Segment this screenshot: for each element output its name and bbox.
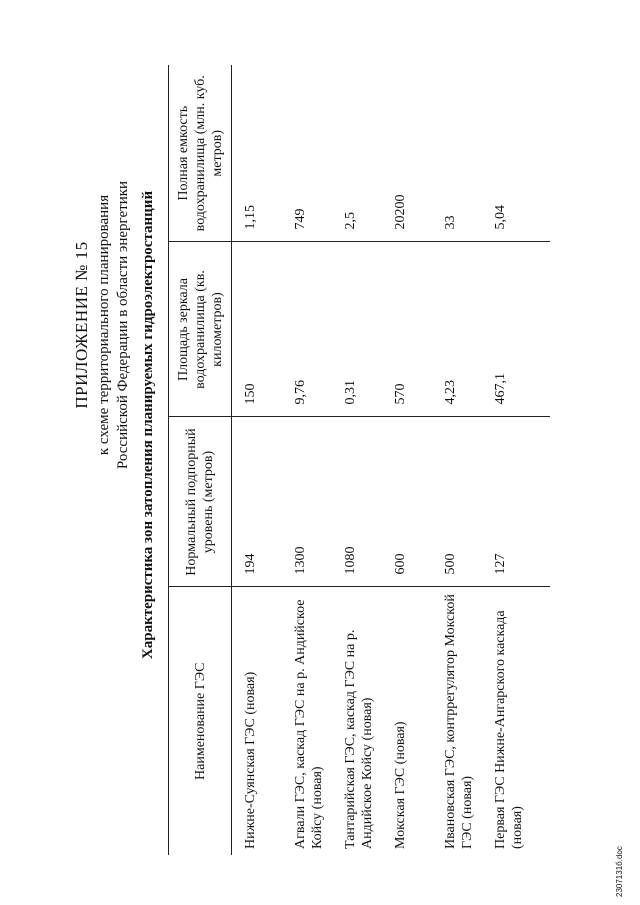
- surface-area: 570: [382, 242, 432, 417]
- table-row: [382, 65, 432, 855]
- table-body: [232, 65, 551, 855]
- surface-area: 150: [232, 242, 283, 417]
- appendix-subtitle-line1: к схеме территориального планирования: [96, 194, 112, 456]
- appendix-subtitle-line2: Российской Федерации в области энергетики: [115, 180, 131, 470]
- surface-area: 4,23: [432, 242, 482, 417]
- station-name: Нижне-Суянская ГЭС (новая): [243, 671, 258, 849]
- appendix-header: [72, 115, 133, 535]
- full-volume: 2,5: [332, 65, 382, 242]
- station-name: Тантарийская ГЭС, каскад ГЭС на р. Андийское Койсу (новая): [343, 629, 375, 849]
- normal-level: 500: [432, 417, 482, 587]
- table-row: [232, 65, 283, 855]
- station-name: Мокская ГЭС (новая): [393, 721, 408, 849]
- station-name: Первая ГЭС Нижне-Ангарского каскада (новая): [493, 610, 525, 849]
- full-volume: 749: [282, 65, 332, 242]
- full-volume: 5,04: [482, 65, 550, 242]
- full-volume: 33: [432, 65, 482, 242]
- normal-level: 1300: [282, 417, 332, 587]
- full-volume: 1,15: [232, 65, 283, 242]
- surface-area: 9,76: [282, 242, 332, 417]
- normal-level: 194: [232, 417, 283, 587]
- column-header-area: Площадь зеркала водохранилища (кв. километров): [169, 242, 232, 417]
- table-row: [482, 65, 550, 855]
- appendix-number: ПРИЛОЖЕНИЕ № 15: [72, 241, 91, 409]
- document-id: 2307131б.doc: [615, 846, 624, 897]
- table-row: [432, 65, 482, 855]
- column-header-volume: Полная емкость водохранилища (млн. куб. метров): [169, 65, 232, 242]
- normal-level: 127: [482, 417, 550, 587]
- normal-level: 600: [382, 417, 432, 587]
- full-volume: 20200: [382, 65, 432, 242]
- column-header-name: Наименование ГЭС: [169, 587, 232, 855]
- station-name: Ивановская ГЭС, контррегулятор Мокской ГЭС (новая): [443, 594, 475, 849]
- surface-area: 0,31: [332, 242, 382, 417]
- column-header-level: Нормальный подпорный уровень (метров): [169, 417, 232, 587]
- normal-level: 1080: [332, 417, 382, 587]
- table-row: [332, 65, 382, 855]
- table-title: Характеристика зон затопления планируемых гидроэлектростанций: [140, 190, 156, 660]
- station-name: Агвали ГЭС, каскад ГЭС на р. Андийское Койсу (новая): [293, 599, 325, 849]
- header-row: [169, 65, 232, 855]
- table-row: [282, 65, 332, 855]
- surface-area: 467,1: [482, 242, 550, 417]
- hydro-table: [168, 65, 550, 855]
- table-header: [169, 65, 232, 855]
